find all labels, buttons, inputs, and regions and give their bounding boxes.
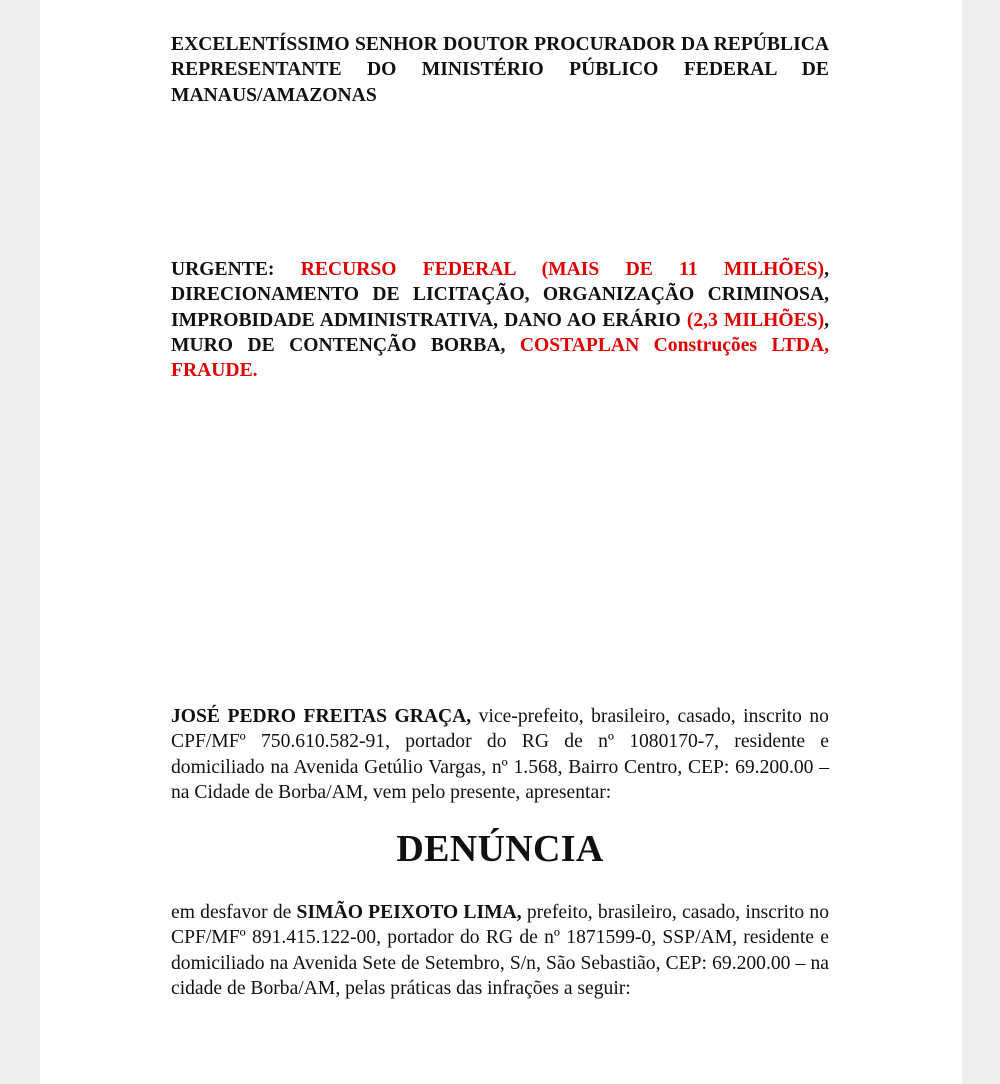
defendant-intro: em desfavor de: [171, 902, 297, 923]
subject-label: URGENTE:: [171, 259, 301, 280]
defendant-name: SIMÃO PEIXOTO LIMA,: [296, 902, 522, 923]
subject-text-project: , MURO DE CONTENÇÃO BORBA,: [171, 309, 830, 356]
subject-text-allegations: , DIRECIONAMENTO DE LICITAÇÃO, ORGANIZAÇÃO CRIMINOSA, IMPROBIDADE ADMINISTRATIVA, DANO AO ERÁRIO: [171, 259, 829, 331]
defendant-details: prefeito, brasileiro, casado, inscrito no CPF/MFº 891.415.122-00, portador do RG de nº 1871599-0, SSP/AM, residente e domiciliado na Avenida Sete de Setembro, S/n, São Sebastião, CEP: 69.200.00 – na cidade de Borba/AM, pelas práticas das infrações a seguir:: [171, 902, 830, 999]
document-title: DENÚNCIA: [396, 828, 604, 870]
author-details: vice-prefeito, brasileiro, casado, inscrito no CPF/MFº 750.610.582-91, portador do RG de nº 1080170-7, residente e domiciliado na Avenida Getúlio Vargas, nº 1.568, Bairro Centro, CEP: 69.200.00 – na Cidade de Borba/AM, vem pelo presente, apresentar:: [171, 706, 829, 803]
addressee-heading: EXCELENTÍSSIMO SENHOR DOUTOR PROCURADOR DA REPÚBLICA REPRESENTANTE DO MINISTÉRIO PÚBLICO FEDERAL DE MANAUS/AMAZONAS: [171, 34, 829, 106]
author-paragraph: [171, 704, 829, 805]
defendant-paragraph: [171, 900, 829, 1001]
subject-paragraph: [171, 257, 829, 383]
author-name: JOSÉ PEDRO FREITAS GRAÇA,: [171, 706, 472, 727]
document-page: [40, 0, 962, 1084]
subject-highlight-damage-amount: (2,3 MILHÕES): [686, 309, 825, 331]
subject-highlight-company: COSTAPLAN Construções LTDA, FRAUDE.: [171, 334, 829, 382]
subject-highlight-federal-funds: RECURSO FEDERAL (MAIS DE 11 MILHÕES): [300, 259, 825, 280]
